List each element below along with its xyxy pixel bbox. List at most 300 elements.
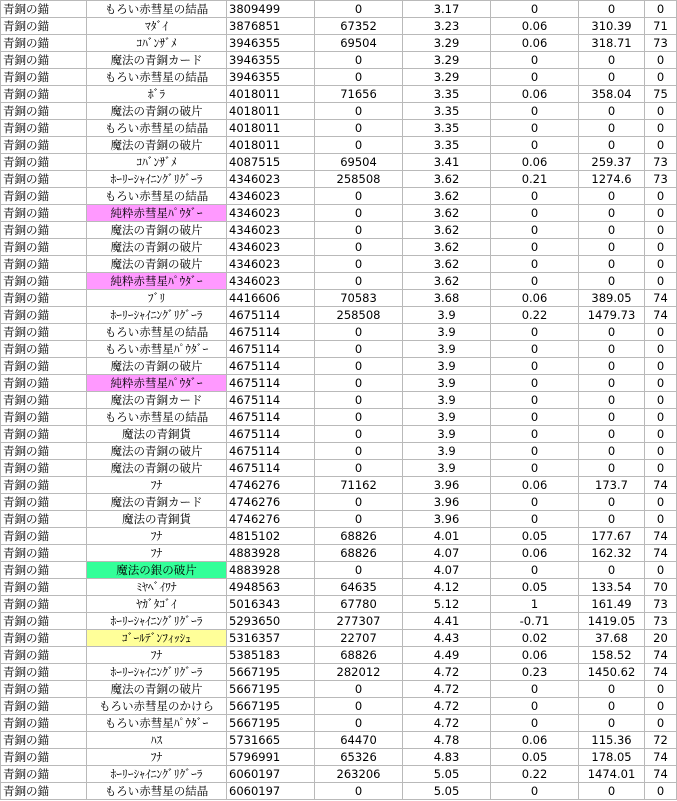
cell-value-3[interactable]: 0 — [491, 698, 579, 715]
cell-value-2[interactable]: 3.62 — [403, 188, 491, 205]
cell-rod[interactable]: 青銅の錨 — [1, 239, 87, 256]
cell-rod[interactable]: 青銅の錨 — [1, 69, 87, 86]
cell-value-3[interactable]: 0.06 — [491, 647, 579, 664]
cell-value-3[interactable]: 0.05 — [491, 528, 579, 545]
cell-item-name[interactable]: もろい赤彗星の結晶 — [87, 409, 227, 426]
cell-value-1[interactable]: 282012 — [315, 664, 403, 681]
cell-id[interactable]: 4346023 — [227, 188, 315, 205]
cell-id[interactable]: 4675114 — [227, 460, 315, 477]
cell-value-1[interactable]: 69504 — [315, 35, 403, 52]
cell-rod[interactable]: 青銅の錨 — [1, 715, 87, 732]
cell-value-1[interactable]: 0 — [315, 375, 403, 392]
cell-value-4[interactable]: 133.54 — [579, 579, 645, 596]
cell-value-2[interactable]: 4.12 — [403, 579, 491, 596]
cell-value-5[interactable]: 0 — [645, 52, 677, 69]
cell-value-2[interactable]: 3.29 — [403, 52, 491, 69]
cell-value-1[interactable]: 0 — [315, 205, 403, 222]
cell-item-name[interactable]: もろい赤彗星の結晶 — [87, 120, 227, 137]
cell-value-2[interactable]: 3.9 — [403, 426, 491, 443]
cell-id[interactable]: 4087515 — [227, 154, 315, 171]
cell-value-4[interactable]: 158.52 — [579, 647, 645, 664]
cell-item-name[interactable]: 魔法の青銅の破片 — [87, 358, 227, 375]
cell-id[interactable]: 5293650 — [227, 613, 315, 630]
cell-value-1[interactable]: 0 — [315, 239, 403, 256]
cell-rod[interactable]: 青銅の錨 — [1, 154, 87, 171]
cell-item-name[interactable]: もろい赤彗星の結晶 — [87, 324, 227, 341]
cell-value-1[interactable]: 0 — [315, 256, 403, 273]
cell-item-name[interactable]: ﾌﾅ — [87, 545, 227, 562]
cell-value-1[interactable]: 0 — [315, 392, 403, 409]
cell-value-1[interactable]: 64635 — [315, 579, 403, 596]
cell-item-name[interactable]: 魔法の青銅の破片 — [87, 137, 227, 154]
cell-value-3[interactable]: 0 — [491, 460, 579, 477]
cell-value-1[interactable]: 0 — [315, 698, 403, 715]
cell-value-3[interactable]: 0 — [491, 1, 579, 18]
cell-id[interactable]: 4346023 — [227, 222, 315, 239]
cell-value-5[interactable]: 0 — [645, 443, 677, 460]
cell-rod[interactable]: 青銅の錨 — [1, 171, 87, 188]
cell-value-4[interactable]: 0 — [579, 460, 645, 477]
cell-value-2[interactable]: 4.49 — [403, 647, 491, 664]
cell-value-2[interactable]: 3.9 — [403, 460, 491, 477]
cell-id[interactable]: 4746276 — [227, 477, 315, 494]
cell-id[interactable]: 5731665 — [227, 732, 315, 749]
cell-value-4[interactable]: 0 — [579, 681, 645, 698]
cell-value-3[interactable]: 0 — [491, 409, 579, 426]
cell-value-4[interactable]: 0 — [579, 137, 645, 154]
cell-item-name[interactable]: もろい赤彗星ﾊﾟｳﾀﾞｰ — [87, 715, 227, 732]
cell-value-1[interactable]: 0 — [315, 409, 403, 426]
cell-id[interactable]: 5016343 — [227, 596, 315, 613]
cell-value-1[interactable]: 0 — [315, 341, 403, 358]
cell-value-2[interactable]: 3.62 — [403, 273, 491, 290]
cell-id[interactable]: 4018011 — [227, 120, 315, 137]
cell-value-4[interactable]: 1479.73 — [579, 307, 645, 324]
cell-value-1[interactable]: 71656 — [315, 86, 403, 103]
cell-id[interactable]: 4346023 — [227, 205, 315, 222]
cell-id[interactable]: 4675114 — [227, 426, 315, 443]
cell-rod[interactable]: 青銅の錨 — [1, 52, 87, 69]
cell-value-2[interactable]: 3.68 — [403, 290, 491, 307]
cell-id[interactable]: 4815102 — [227, 528, 315, 545]
cell-rod[interactable]: 青銅の錨 — [1, 375, 87, 392]
cell-value-5[interactable]: 0 — [645, 715, 677, 732]
cell-value-1[interactable]: 0 — [315, 222, 403, 239]
cell-value-3[interactable]: 0 — [491, 783, 579, 800]
cell-rod[interactable]: 青銅の錨 — [1, 120, 87, 137]
cell-value-5[interactable]: 73 — [645, 613, 677, 630]
cell-item-name[interactable]: ﾌﾅ — [87, 477, 227, 494]
cell-item-name[interactable]: 魔法の青銅の破片 — [87, 256, 227, 273]
cell-value-3[interactable]: 0.06 — [491, 477, 579, 494]
cell-id[interactable]: 4883928 — [227, 562, 315, 579]
cell-value-1[interactable]: 277307 — [315, 613, 403, 630]
cell-rod[interactable]: 青銅の錨 — [1, 324, 87, 341]
cell-value-3[interactable]: 0 — [491, 52, 579, 69]
cell-value-1[interactable]: 263206 — [315, 766, 403, 783]
cell-id[interactable]: 4675114 — [227, 324, 315, 341]
cell-value-4[interactable]: 0 — [579, 222, 645, 239]
cell-value-5[interactable]: 74 — [645, 290, 677, 307]
cell-id[interactable]: 4018011 — [227, 86, 315, 103]
cell-value-2[interactable]: 4.72 — [403, 698, 491, 715]
cell-value-1[interactable]: 0 — [315, 69, 403, 86]
cell-value-2[interactable]: 3.35 — [403, 137, 491, 154]
cell-item-name[interactable]: 魔法の青銅貨 — [87, 426, 227, 443]
cell-value-4[interactable]: 310.39 — [579, 18, 645, 35]
cell-value-3[interactable]: 0.06 — [491, 290, 579, 307]
cell-id[interactable]: 3876851 — [227, 18, 315, 35]
cell-rod[interactable]: 青銅の錨 — [1, 1, 87, 18]
cell-value-4[interactable]: 0 — [579, 443, 645, 460]
cell-value-2[interactable]: 3.9 — [403, 443, 491, 460]
cell-value-4[interactable]: 1274.6 — [579, 171, 645, 188]
cell-value-4[interactable]: 37.68 — [579, 630, 645, 647]
cell-value-5[interactable]: 71 — [645, 18, 677, 35]
cell-value-1[interactable]: 0 — [315, 443, 403, 460]
cell-value-3[interactable]: 0 — [491, 426, 579, 443]
cell-value-4[interactable]: 0 — [579, 324, 645, 341]
cell-value-2[interactable]: 3.96 — [403, 494, 491, 511]
cell-item-name[interactable]: もろい赤彗星のかけら — [87, 698, 227, 715]
cell-value-3[interactable]: 0.02 — [491, 630, 579, 647]
cell-value-3[interactable]: 0 — [491, 256, 579, 273]
cell-value-2[interactable]: 4.01 — [403, 528, 491, 545]
cell-item-name[interactable]: ﾎｰﾘｰｼｬｲﾆﾝｸﾞﾘｸﾞｰﾗ — [87, 613, 227, 630]
cell-value-2[interactable]: 3.35 — [403, 120, 491, 137]
cell-value-2[interactable]: 3.23 — [403, 18, 491, 35]
cell-rod[interactable]: 青銅の錨 — [1, 188, 87, 205]
cell-value-1[interactable]: 67780 — [315, 596, 403, 613]
cell-value-4[interactable]: 0 — [579, 52, 645, 69]
cell-value-5[interactable]: 73 — [645, 35, 677, 52]
cell-id[interactable]: 4948563 — [227, 579, 315, 596]
cell-value-3[interactable]: 0 — [491, 511, 579, 528]
cell-value-5[interactable]: 0 — [645, 188, 677, 205]
cell-id[interactable]: 4675114 — [227, 375, 315, 392]
cell-rod[interactable]: 青銅の錨 — [1, 732, 87, 749]
cell-id[interactable]: 4675114 — [227, 443, 315, 460]
cell-value-5[interactable]: 0 — [645, 341, 677, 358]
cell-value-2[interactable]: 4.43 — [403, 630, 491, 647]
cell-value-3[interactable]: 0 — [491, 324, 579, 341]
cell-item-name[interactable]: ﾎｰﾘｰｼｬｲﾆﾝｸﾞﾘｸﾞｰﾗ — [87, 664, 227, 681]
cell-rod[interactable]: 青銅の錨 — [1, 681, 87, 698]
cell-rod[interactable]: 青銅の錨 — [1, 579, 87, 596]
cell-value-4[interactable]: 0 — [579, 205, 645, 222]
cell-value-1[interactable]: 0 — [315, 715, 403, 732]
cell-value-2[interactable]: 4.83 — [403, 749, 491, 766]
cell-rod[interactable]: 青銅の錨 — [1, 256, 87, 273]
cell-item-name[interactable]: 純粋赤彗星ﾊﾟｳﾀﾞｰ — [87, 273, 227, 290]
cell-value-1[interactable]: 258508 — [315, 171, 403, 188]
cell-value-1[interactable]: 65326 — [315, 749, 403, 766]
cell-item-name[interactable]: 魔法の青銅カード — [87, 52, 227, 69]
cell-value-4[interactable]: 0 — [579, 698, 645, 715]
cell-value-3[interactable]: 0 — [491, 341, 579, 358]
cell-value-1[interactable]: 0 — [315, 511, 403, 528]
cell-value-3[interactable]: 0.06 — [491, 732, 579, 749]
cell-value-4[interactable]: 0 — [579, 188, 645, 205]
cell-id[interactable]: 4346023 — [227, 239, 315, 256]
cell-rod[interactable]: 青銅の錨 — [1, 613, 87, 630]
cell-value-1[interactable]: 68826 — [315, 545, 403, 562]
cell-value-4[interactable]: 389.05 — [579, 290, 645, 307]
cell-value-3[interactable]: 0 — [491, 494, 579, 511]
cell-item-name[interactable]: もろい赤彗星の結晶 — [87, 783, 227, 800]
cell-value-2[interactable]: 3.62 — [403, 239, 491, 256]
cell-value-5[interactable]: 0 — [645, 1, 677, 18]
cell-value-5[interactable]: 74 — [645, 477, 677, 494]
cell-value-5[interactable]: 0 — [645, 69, 677, 86]
cell-value-2[interactable]: 3.62 — [403, 205, 491, 222]
cell-value-2[interactable]: 3.41 — [403, 154, 491, 171]
cell-value-4[interactable]: 0 — [579, 69, 645, 86]
cell-value-1[interactable]: 0 — [315, 426, 403, 443]
cell-value-5[interactable]: 0 — [645, 256, 677, 273]
cell-item-name[interactable]: もろい赤彗星の結晶 — [87, 69, 227, 86]
cell-id[interactable]: 5667195 — [227, 681, 315, 698]
cell-value-4[interactable]: 0 — [579, 256, 645, 273]
cell-id[interactable]: 3946355 — [227, 35, 315, 52]
cell-value-5[interactable]: 73 — [645, 154, 677, 171]
cell-value-1[interactable]: 0 — [315, 188, 403, 205]
cell-value-2[interactable]: 3.62 — [403, 222, 491, 239]
cell-value-5[interactable]: 74 — [645, 749, 677, 766]
cell-item-name[interactable]: 魔法の青銅の破片 — [87, 222, 227, 239]
cell-value-1[interactable]: 68826 — [315, 647, 403, 664]
cell-value-1[interactable]: 69504 — [315, 154, 403, 171]
cell-id[interactable]: 4675114 — [227, 392, 315, 409]
cell-value-3[interactable]: -0.71 — [491, 613, 579, 630]
cell-value-2[interactable]: 4.07 — [403, 545, 491, 562]
cell-rod[interactable]: 青銅の錨 — [1, 86, 87, 103]
cell-value-3[interactable]: 0 — [491, 205, 579, 222]
cell-value-4[interactable]: 162.32 — [579, 545, 645, 562]
cell-value-5[interactable]: 0 — [645, 494, 677, 511]
cell-value-3[interactable]: 0.05 — [491, 749, 579, 766]
cell-value-3[interactable]: 0.22 — [491, 766, 579, 783]
cell-item-name[interactable]: 魔法の青銅の破片 — [87, 239, 227, 256]
cell-value-5[interactable]: 74 — [645, 545, 677, 562]
cell-value-4[interactable]: 0 — [579, 375, 645, 392]
cell-rod[interactable]: 青銅の錨 — [1, 426, 87, 443]
cell-value-2[interactable]: 3.9 — [403, 375, 491, 392]
cell-value-2[interactable]: 3.35 — [403, 86, 491, 103]
cell-value-1[interactable]: 22707 — [315, 630, 403, 647]
cell-value-2[interactable]: 4.78 — [403, 732, 491, 749]
cell-item-name[interactable]: ﾎｰﾘｰｼｬｲﾆﾝｸﾞﾘｸﾞｰﾗ — [87, 766, 227, 783]
cell-value-1[interactable]: 0 — [315, 103, 403, 120]
cell-value-4[interactable]: 0 — [579, 511, 645, 528]
cell-rod[interactable]: 青銅の錨 — [1, 749, 87, 766]
cell-rod[interactable]: 青銅の錨 — [1, 630, 87, 647]
cell-id[interactable]: 6060197 — [227, 766, 315, 783]
cell-value-1[interactable]: 0 — [315, 137, 403, 154]
cell-id[interactable]: 4018011 — [227, 103, 315, 120]
cell-value-3[interactable]: 0 — [491, 358, 579, 375]
cell-value-2[interactable]: 5.05 — [403, 783, 491, 800]
cell-rod[interactable]: 青銅の錨 — [1, 290, 87, 307]
cell-item-name[interactable]: ﾔｶﾞﾀｺﾞｲ — [87, 596, 227, 613]
cell-id[interactable]: 5796991 — [227, 749, 315, 766]
cell-value-1[interactable]: 0 — [315, 324, 403, 341]
cell-value-2[interactable]: 3.9 — [403, 392, 491, 409]
cell-value-2[interactable]: 3.96 — [403, 511, 491, 528]
cell-value-5[interactable]: 74 — [645, 647, 677, 664]
cell-value-2[interactable]: 3.9 — [403, 409, 491, 426]
cell-id[interactable]: 5385183 — [227, 647, 315, 664]
cell-value-4[interactable]: 1419.05 — [579, 613, 645, 630]
cell-value-3[interactable]: 0.06 — [491, 86, 579, 103]
cell-id[interactable]: 4346023 — [227, 171, 315, 188]
cell-value-3[interactable]: 0 — [491, 375, 579, 392]
cell-item-name[interactable]: ﾌﾞﾘ — [87, 290, 227, 307]
cell-value-4[interactable]: 259.37 — [579, 154, 645, 171]
cell-value-2[interactable]: 3.9 — [403, 307, 491, 324]
cell-rod[interactable]: 青銅の錨 — [1, 35, 87, 52]
cell-value-1[interactable]: 0 — [315, 120, 403, 137]
cell-item-name[interactable]: ﾎｰﾘｰｼｬｲﾆﾝｸﾞﾘｸﾞｰﾗ — [87, 171, 227, 188]
cell-rod[interactable]: 青銅の錨 — [1, 528, 87, 545]
cell-value-5[interactable]: 0 — [645, 222, 677, 239]
cell-value-2[interactable]: 3.29 — [403, 35, 491, 52]
cell-value-1[interactable]: 68826 — [315, 528, 403, 545]
cell-value-4[interactable]: 0 — [579, 494, 645, 511]
cell-value-5[interactable]: 0 — [645, 460, 677, 477]
cell-value-5[interactable]: 0 — [645, 681, 677, 698]
cell-rod[interactable]: 青銅の錨 — [1, 698, 87, 715]
cell-value-5[interactable]: 74 — [645, 528, 677, 545]
cell-item-name[interactable]: ﾎｰﾘｰｼｬｲﾆﾝｸﾞﾘｸﾞｰﾗ — [87, 307, 227, 324]
cell-rod[interactable]: 青銅の錨 — [1, 18, 87, 35]
cell-value-4[interactable]: 0 — [579, 715, 645, 732]
cell-rod[interactable]: 青銅の錨 — [1, 222, 87, 239]
cell-item-name[interactable]: 魔法の青銅の破片 — [87, 681, 227, 698]
cell-value-2[interactable]: 4.72 — [403, 681, 491, 698]
cell-value-4[interactable]: 0 — [579, 341, 645, 358]
cell-value-2[interactable]: 3.17 — [403, 1, 491, 18]
cell-value-4[interactable]: 1450.62 — [579, 664, 645, 681]
cell-rod[interactable]: 青銅の錨 — [1, 307, 87, 324]
cell-item-name[interactable]: 魔法の青銅の破片 — [87, 460, 227, 477]
cell-value-4[interactable]: 0 — [579, 120, 645, 137]
cell-item-name[interactable]: 魔法の青銅貨 — [87, 511, 227, 528]
cell-value-2[interactable]: 3.96 — [403, 477, 491, 494]
cell-value-5[interactable]: 72 — [645, 732, 677, 749]
cell-value-5[interactable]: 0 — [645, 273, 677, 290]
cell-item-name[interactable]: ﾐﾔﾍﾞｲﾜﾅ — [87, 579, 227, 596]
cell-value-3[interactable]: 0.05 — [491, 579, 579, 596]
cell-item-name[interactable]: ﾏﾀﾞｲ — [87, 18, 227, 35]
cell-value-5[interactable]: 0 — [645, 511, 677, 528]
cell-value-3[interactable]: 0 — [491, 715, 579, 732]
cell-value-2[interactable]: 3.29 — [403, 69, 491, 86]
cell-value-4[interactable]: 115.36 — [579, 732, 645, 749]
cell-rod[interactable]: 青銅の錨 — [1, 783, 87, 800]
cell-value-3[interactable]: 0 — [491, 392, 579, 409]
cell-rod[interactable]: 青銅の錨 — [1, 341, 87, 358]
cell-id[interactable]: 4675114 — [227, 341, 315, 358]
cell-value-2[interactable]: 3.35 — [403, 103, 491, 120]
cell-value-5[interactable]: 0 — [645, 783, 677, 800]
cell-value-2[interactable]: 5.05 — [403, 766, 491, 783]
cell-value-5[interactable]: 0 — [645, 698, 677, 715]
cell-item-name[interactable]: ﾌﾅ — [87, 528, 227, 545]
cell-value-3[interactable]: 0.22 — [491, 307, 579, 324]
cell-rod[interactable]: 青銅の錨 — [1, 205, 87, 222]
cell-rod[interactable]: 青銅の錨 — [1, 562, 87, 579]
cell-value-2[interactable]: 3.9 — [403, 358, 491, 375]
cell-id[interactable]: 5667195 — [227, 698, 315, 715]
cell-value-1[interactable]: 0 — [315, 52, 403, 69]
cell-value-4[interactable]: 0 — [579, 103, 645, 120]
cell-value-5[interactable]: 73 — [645, 171, 677, 188]
cell-item-name[interactable]: 純粋赤彗星ﾊﾟｳﾀﾞｰ — [87, 205, 227, 222]
cell-value-5[interactable]: 74 — [645, 766, 677, 783]
cell-id[interactable]: 4746276 — [227, 494, 315, 511]
cell-value-4[interactable]: 318.71 — [579, 35, 645, 52]
cell-value-5[interactable]: 0 — [645, 137, 677, 154]
cell-value-1[interactable]: 64470 — [315, 732, 403, 749]
cell-value-2[interactable]: 4.72 — [403, 664, 491, 681]
cell-id[interactable]: 4018011 — [227, 137, 315, 154]
cell-value-5[interactable]: 0 — [645, 120, 677, 137]
cell-item-name[interactable]: もろい赤彗星ﾊﾟｳﾀﾞｰ — [87, 341, 227, 358]
cell-value-4[interactable]: 0 — [579, 562, 645, 579]
cell-value-5[interactable]: 0 — [645, 103, 677, 120]
cell-value-4[interactable]: 0 — [579, 358, 645, 375]
cell-value-5[interactable]: 20 — [645, 630, 677, 647]
cell-value-1[interactable]: 70583 — [315, 290, 403, 307]
cell-value-5[interactable]: 0 — [645, 239, 677, 256]
cell-id[interactable]: 4346023 — [227, 273, 315, 290]
cell-value-5[interactable]: 0 — [645, 358, 677, 375]
cell-item-name[interactable]: 魔法の青銅カード — [87, 392, 227, 409]
cell-rod[interactable]: 青銅の錨 — [1, 766, 87, 783]
cell-value-2[interactable]: 5.12 — [403, 596, 491, 613]
cell-rod[interactable]: 青銅の錨 — [1, 545, 87, 562]
cell-value-3[interactable]: 0 — [491, 681, 579, 698]
cell-value-3[interactable]: 0 — [491, 103, 579, 120]
cell-value-5[interactable]: 0 — [645, 409, 677, 426]
cell-value-2[interactable]: 4.07 — [403, 562, 491, 579]
cell-value-3[interactable]: 0.06 — [491, 35, 579, 52]
cell-id[interactable]: 4746276 — [227, 511, 315, 528]
cell-value-3[interactable]: 0.21 — [491, 171, 579, 188]
cell-value-3[interactable]: 0.23 — [491, 664, 579, 681]
cell-value-4[interactable]: 173.7 — [579, 477, 645, 494]
cell-rod[interactable]: 青銅の錨 — [1, 103, 87, 120]
cell-value-4[interactable]: 177.67 — [579, 528, 645, 545]
cell-rod[interactable]: 青銅の錨 — [1, 358, 87, 375]
cell-value-3[interactable]: 0 — [491, 69, 579, 86]
cell-value-4[interactable]: 0 — [579, 783, 645, 800]
cell-value-3[interactable]: 1 — [491, 596, 579, 613]
cell-rod[interactable]: 青銅の錨 — [1, 409, 87, 426]
cell-rod[interactable]: 青銅の錨 — [1, 511, 87, 528]
cell-value-2[interactable]: 3.62 — [403, 256, 491, 273]
cell-value-1[interactable]: 0 — [315, 562, 403, 579]
cell-value-4[interactable]: 0 — [579, 392, 645, 409]
cell-id[interactable]: 4416606 — [227, 290, 315, 307]
cell-item-name[interactable]: ﾎﾞﾗ — [87, 86, 227, 103]
cell-item-name[interactable]: 純粋赤彗星ﾊﾟｳﾀﾞｰ — [87, 375, 227, 392]
cell-value-1[interactable]: 0 — [315, 358, 403, 375]
cell-value-1[interactable]: 0 — [315, 494, 403, 511]
cell-value-5[interactable]: 74 — [645, 307, 677, 324]
cell-value-3[interactable]: 0.06 — [491, 545, 579, 562]
